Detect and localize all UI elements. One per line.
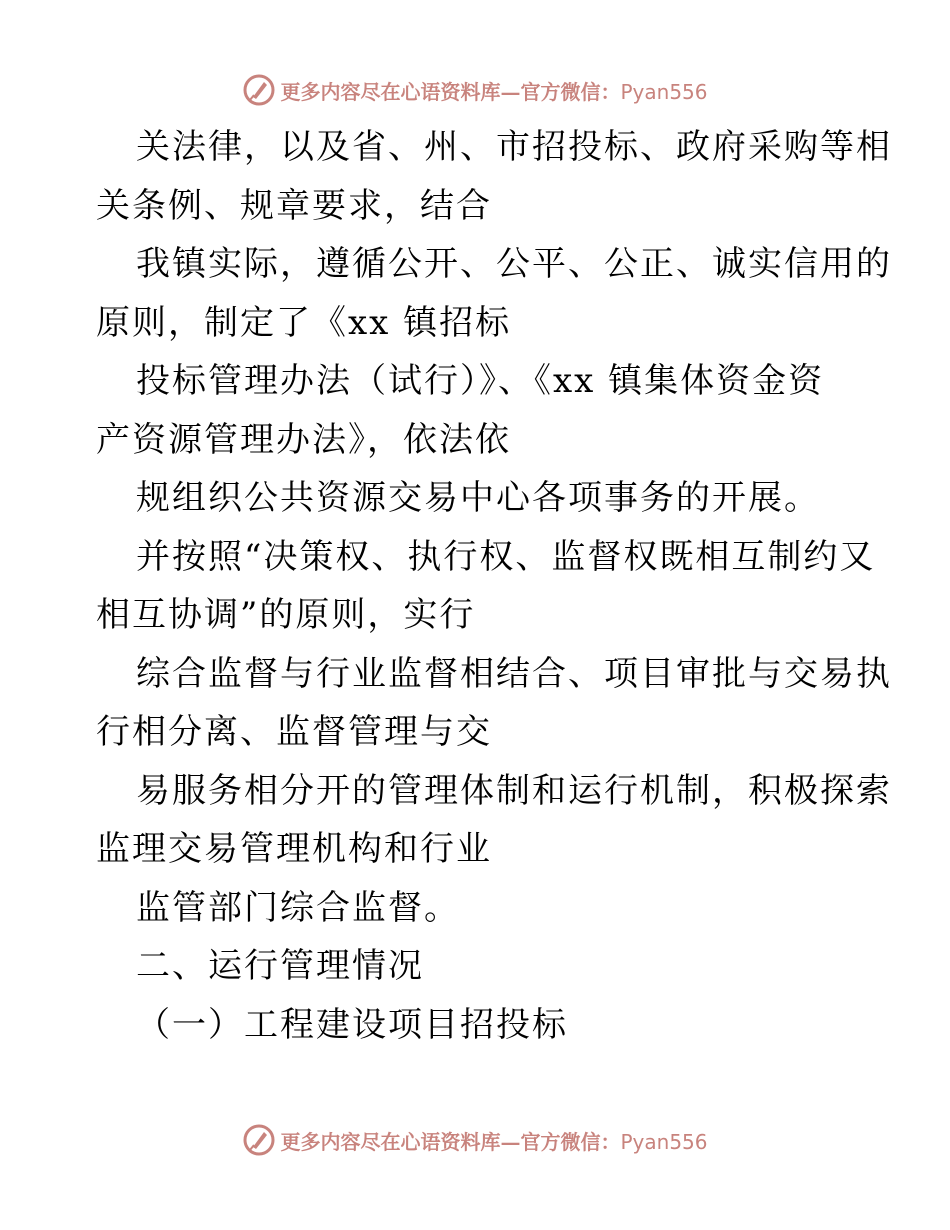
watermark-wechat-id: Pyan556: [620, 79, 708, 104]
paragraph-line: 监管部门综合监督。: [136, 887, 460, 928]
paragraph-line: 原则，制定了《xx 镇招标: [96, 302, 512, 343]
document-body: [96, 118, 892, 1054]
section-heading: 二、运行管理情况: [136, 946, 424, 986]
quill-seal-icon: [242, 1123, 276, 1157]
paragraph-line: 综合监督与行业监督相结合、项目审批与交易执: [136, 653, 892, 694]
paragraph-line: 产资源管理办法》，依法依: [96, 419, 511, 460]
watermark-wechat-id: Pyan556: [620, 1129, 708, 1154]
paragraph-line: 易服务相分开的管理体制和运行机制，积极探索: [136, 770, 892, 811]
header-watermark: [0, 70, 950, 110]
paragraph-line: 相互协调”的原则，实行: [96, 595, 476, 635]
paragraph-line: 并按照“决策权、执行权、监督权既相互制约又: [136, 536, 876, 577]
quill-seal-icon: [242, 73, 276, 107]
subsection-heading: （一）工程建设项目招投标: [136, 1004, 568, 1045]
paragraph-line: 我镇实际，遵循公开、公平、公正、诚实信用的: [136, 244, 892, 284]
paragraph-line: 行相分离、监督管理与交: [96, 712, 492, 752]
paragraph-line: 关条例、规章要求，结合: [96, 185, 492, 226]
paragraph-line: 关法律，以及省、州、市招投标、政府采购等相: [136, 127, 892, 167]
footer-watermark: [0, 1120, 950, 1160]
paragraph-line: 监理交易管理机构和行业: [96, 829, 492, 869]
paragraph-line: 投标管理办法（试行）》、《xx 镇集体资金资: [136, 361, 825, 401]
watermark-text: 更多内容尽在心语资料库—官方微信：Pyan556: [280, 79, 708, 104]
paragraph-line: 规组织公共资源交易中心各项事务的开展。: [136, 478, 820, 518]
watermark-text: 更多内容尽在心语资料库—官方微信：Pyan556: [280, 1129, 708, 1154]
